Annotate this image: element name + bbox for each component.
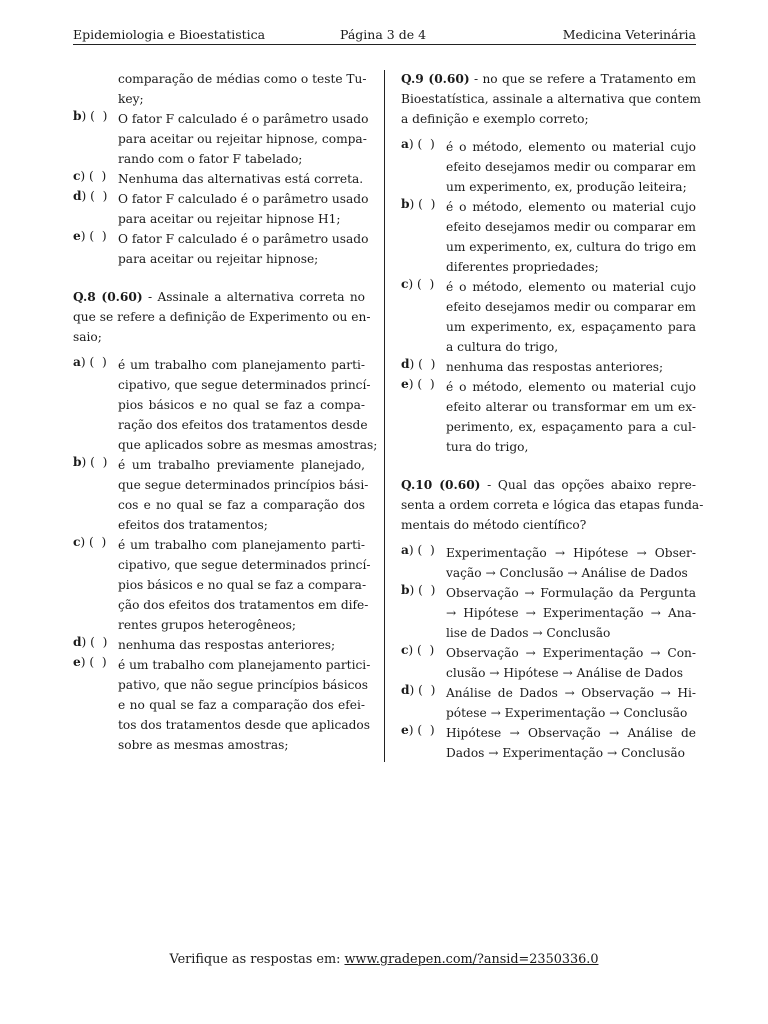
right-column (401, 69, 704, 763)
option-marker[interactable]: a) ( ) (73, 355, 107, 369)
option-text: pótese → Experimentação → Conclusão (446, 706, 688, 720)
q10-option-b[interactable] (401, 583, 696, 643)
option-text: → Hipótese → Experimentação → Ana- (446, 606, 696, 620)
option-text: é o método, elemento ou material cujo (446, 380, 696, 394)
option-text: é um trabalho previamente planejado, (118, 458, 365, 472)
option-marker[interactable]: d) ( ) (401, 683, 436, 697)
option-marker[interactable]: a) ( ) (401, 543, 435, 557)
option-text: O fator F calculado é o parâmetro usado (118, 232, 369, 246)
text-line: comparação de médias como o teste Tu- (118, 72, 367, 86)
option-text: pios básicos e no qual se faz a compa- (118, 398, 365, 412)
question-label: Q.10 (0.60) (401, 478, 481, 492)
option-marker[interactable]: d) ( ) (401, 357, 436, 371)
option-text: lise de Dados → Conclusão (446, 626, 611, 640)
q7-option-e[interactable] (73, 229, 369, 269)
question-stem: a definição e exemplo correto; (401, 112, 589, 126)
question-stem: saio; (73, 330, 102, 344)
option-marker[interactable]: b) ( ) (401, 197, 436, 211)
option-text: um experimento, ex, espaçamento para (446, 320, 696, 334)
option-marker[interactable]: d) ( ) (73, 635, 108, 649)
option-text: vação → Conclusão → Análise de Dados (446, 566, 688, 580)
q8-option-c[interactable] (73, 535, 371, 635)
option-text: Experimentação → Hipótese → Obser- (446, 546, 696, 560)
question-7-continuation (73, 69, 369, 269)
q9-option-b[interactable] (401, 197, 696, 277)
column-divider (384, 70, 385, 762)
question-9 (401, 69, 701, 457)
question-stem: mentais do método científico? (401, 518, 587, 532)
option-text: tos dos tratamentos desde que aplicados (118, 718, 371, 732)
q9-option-d[interactable] (401, 357, 696, 377)
q7-option-b[interactable] (73, 109, 369, 169)
option-text: pativo, que não segue princípios básicos (118, 678, 369, 692)
option-marker[interactable]: b) ( ) (73, 109, 108, 123)
option-text: é um trabalho com planejamento parti- (118, 358, 365, 372)
option-marker[interactable]: b) ( ) (401, 583, 436, 597)
option-marker[interactable]: c) ( ) (401, 643, 435, 657)
question-stem: Q.10 (0.60) - Qual das opções abaixo repre- (401, 478, 697, 492)
question-stem: senta a ordem correta e lógica das etapas funda- (401, 498, 704, 512)
option-text: para aceitar ou rejeitar hipnose H1; (118, 212, 341, 226)
left-column (73, 69, 378, 755)
q9-option-c[interactable] (401, 277, 696, 357)
option-text: rentes grupos heterogêneos; (118, 618, 296, 632)
option-text: Hipótese → Observação → Análise de (446, 726, 696, 740)
question-stem: que se refere a definição de Experimento ou en- (73, 310, 371, 324)
q7-option-c[interactable] (73, 169, 365, 189)
option-marker[interactable]: e) ( ) (73, 229, 107, 243)
option-text: Observação → Formulação da Pergunta (446, 586, 696, 600)
question-stem: Q.9 (0.60) - no que se refere a Tratamento em (401, 72, 697, 86)
option-text: cipativo, que segue determinados princí- (118, 558, 371, 572)
q8-option-a[interactable] (73, 355, 378, 455)
option-text: O fator F calculado é o parâmetro usado (118, 192, 369, 206)
option-text: perimento, ex, espaçamento para a cul- (446, 420, 696, 434)
option-text: para aceitar ou rejeitar hipnose; (118, 252, 319, 266)
option-text: é o método, elemento ou material cujo (446, 200, 696, 214)
option-text: e no qual se faz a comparação dos efei- (118, 698, 365, 712)
question-label: Q.9 (0.60) (401, 72, 470, 86)
page-header (73, 26, 696, 45)
option-text: é o método, elemento ou material cujo (446, 280, 696, 294)
option-text: sobre as mesmas amostras; (118, 738, 289, 752)
option-text: rando com o fator F tabelado; (118, 152, 303, 166)
option-text: efeito desejamos medir ou comparar em (446, 160, 696, 174)
option-text: efeito alterar ou transformar em um ex- (446, 400, 696, 414)
option-text: tura do trigo, (446, 440, 529, 454)
option-text: nenhuma das respostas anteriores; (118, 638, 336, 652)
q10-option-c[interactable] (401, 643, 696, 683)
option-text: que segue determinados princípios bási- (118, 478, 369, 492)
option-text: O fator F calculado é o parâmetro usado (118, 112, 369, 126)
option-text: Dados → Experimentação → Conclusão (446, 746, 686, 760)
option-text: a cultura do trigo, (446, 340, 559, 354)
course-title: Epidemiologia e Bioestatistica (73, 27, 266, 42)
option-marker[interactable]: a) ( ) (401, 137, 435, 151)
option-text: efeito desejamos medir ou comparar em (446, 220, 696, 234)
question-10 (401, 475, 704, 763)
q9-option-a[interactable] (401, 137, 696, 197)
option-text: nenhuma das respostas anteriores; (446, 360, 664, 374)
question-stem: Bioestatística, assinale a alternativa que contem (401, 92, 701, 106)
option-text: que aplicados sobre as mesmas amostras; (118, 438, 378, 452)
q9-option-e[interactable] (401, 377, 696, 457)
option-marker[interactable]: e) ( ) (73, 655, 107, 669)
option-text: clusão → Hipótese → Análise de Dados (446, 666, 683, 680)
option-marker[interactable]: b) ( ) (73, 455, 108, 469)
option-text: efeito desejamos medir ou comparar em (446, 300, 696, 314)
option-marker[interactable]: c) ( ) (401, 277, 435, 291)
q8-option-b[interactable] (73, 455, 369, 535)
option-text: um experimento, ex, cultura do trigo em (446, 240, 697, 254)
question-stem: Q.8 (0.60) - Assinale a alternativa correta no (73, 290, 366, 304)
option-marker[interactable]: d) ( ) (73, 189, 108, 203)
q10-option-a[interactable] (401, 543, 696, 583)
option-text: pios básicos e no qual se faz a compara- (118, 578, 367, 592)
q7-option-d[interactable] (73, 189, 369, 229)
text-line: key; (118, 92, 144, 106)
option-text: é o método, elemento ou material cujo (446, 140, 696, 154)
question-8 (73, 287, 378, 755)
option-text: para aceitar ou rejeitar hipnose, compa- (118, 132, 367, 146)
option-text: Observação → Experimentação → Con- (446, 646, 696, 660)
option-text: um experimento, ex, produção leiteira; (446, 180, 687, 194)
footer-prefix: Verifique as respostas em: (169, 952, 341, 967)
q10-option-e[interactable] (401, 723, 696, 763)
option-marker[interactable]: e) ( ) (401, 723, 435, 737)
option-text: é um trabalho com planejamento partici- (118, 658, 371, 672)
option-marker[interactable]: c) ( ) (73, 169, 107, 183)
page-footer (0, 952, 768, 967)
option-marker[interactable]: e) ( ) (401, 377, 435, 391)
option-text: Nenhuma das alternativas está correta. (118, 172, 364, 186)
question-label: Q.8 (0.60) (73, 290, 143, 304)
option-text: efeitos dos tratamentos; (118, 518, 268, 532)
q10-option-d[interactable] (401, 683, 696, 723)
option-text: Análise de Dados → Observação → Hi- (446, 686, 696, 700)
option-text: diferentes propriedades; (446, 260, 599, 274)
program-name: Medicina Veterinária (562, 27, 696, 42)
page-number: Página 3 de 4 (340, 27, 427, 42)
option-text: ção dos efeitos dos tratamentos em dife- (118, 598, 369, 612)
option-marker[interactable]: c) ( ) (73, 535, 107, 549)
option-text: ração dos efeitos dos tratamentos desde (118, 418, 368, 432)
option-text: cos e no qual se faz a comparação dos (118, 498, 365, 512)
answers-link[interactable]: www.gradepen.com/?ansid=2350336.0 (344, 952, 599, 967)
q8-option-e[interactable] (73, 655, 371, 755)
q8-option-d[interactable] (73, 635, 365, 655)
option-text: cipativo, que segue determinados princí- (118, 378, 371, 392)
option-text: é um trabalho com planejamento parti- (118, 538, 365, 552)
